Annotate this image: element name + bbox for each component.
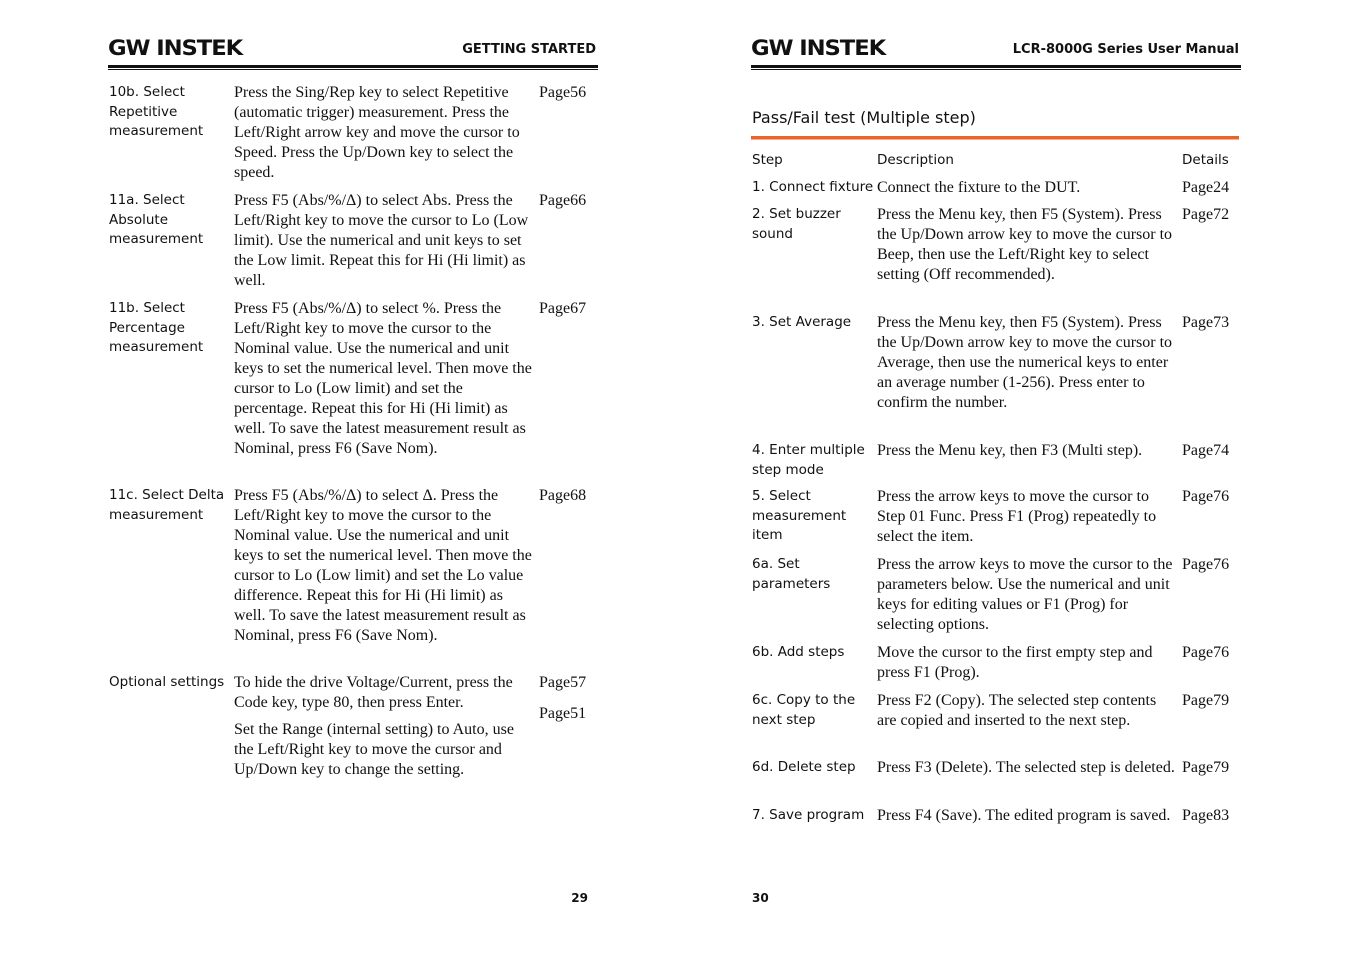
page-reference: Page74 bbox=[1182, 442, 1230, 459]
brand-logo: GW INSTEK bbox=[108, 36, 243, 60]
step-description: Press F5 (Abs/%/Δ) to select Δ. Press the Left/Right key to move the cursor to the Nominal value. Use the numerical and unit keys to set the numerical level. Then move the cursor to Lo (Low limit) and set the Lo value difference. Repeat this for Hi (Hi limit) as well. To save the latest measurement result as Nominal, press F6 (Save Nom). bbox=[234, 487, 532, 644]
step-label: 4. Enter multiple step mode bbox=[752, 442, 865, 478]
step-label: 11c. Select Delta measurement bbox=[109, 487, 225, 523]
page-number: 30 bbox=[752, 891, 769, 905]
header-rule bbox=[751, 65, 1241, 68]
page-number: 29 bbox=[571, 891, 588, 905]
step-description: Press the arrow keys to move the cursor to Step 01 Func. Press F1 (Prog) repeatedly to select the item. bbox=[877, 488, 1157, 545]
step-description: Press the Menu key, then F5 (System). Press the Up/Down arrow key to move the cursor to Beep, then use the Left/Right key to select setting (Off recommended). bbox=[877, 206, 1173, 283]
header-rule-thin bbox=[751, 69, 1241, 70]
brand-logo: GW INSTEK bbox=[751, 36, 886, 60]
step-description: Press F3 (Delete). The selected step is deleted. bbox=[877, 759, 1175, 776]
step-label: 7. Save program bbox=[752, 807, 865, 823]
steps-table bbox=[751, 150, 1241, 854]
page-reference: Page72 bbox=[1182, 206, 1230, 223]
page-reference: Page56 bbox=[539, 84, 587, 101]
left-page bbox=[108, 0, 598, 954]
page-reference: Page68 bbox=[539, 487, 587, 504]
right-page bbox=[751, 0, 1241, 954]
step-description: Press F4 (Save). The edited program is saved. bbox=[877, 807, 1171, 824]
step-description: Connect the fixture to the DUT. bbox=[877, 179, 1081, 196]
steps-table bbox=[108, 83, 598, 783]
step-label: 6c. Copy to the next step bbox=[752, 692, 856, 728]
page-reference: Page79 bbox=[1182, 759, 1230, 776]
table-row bbox=[108, 673, 598, 783]
table-header-row bbox=[751, 150, 1241, 178]
page-reference: Page76 bbox=[1182, 556, 1230, 573]
step-label: 6d. Delete step bbox=[752, 759, 856, 775]
column-header-details: Details bbox=[1182, 152, 1229, 168]
table-row bbox=[108, 83, 598, 191]
step-label: 11b. Select Percentage measurement bbox=[109, 300, 204, 355]
table-row bbox=[108, 486, 598, 673]
table-row bbox=[108, 299, 598, 486]
step-description: Press F5 (Abs/%/Δ) to select Abs. Press the Left/Right key to move the cursor to Lo (Low limit). Use the numerical and unit keys to set the Low limit. Repeat this for Hi (Hi limit) as well. bbox=[234, 192, 529, 289]
header-title: LCR-8000G Series User Manual bbox=[1012, 42, 1239, 57]
page-reference: Page57 bbox=[539, 674, 587, 691]
column-header-description: Description bbox=[877, 152, 954, 168]
step-description: Press the Sing/Rep key to select Repetitive (automatic trigger) measurement. Press the Left/Right arrow key and move the cursor to Speed. Press the Up/Down key to select the speed. bbox=[234, 84, 520, 181]
section-rule-thin bbox=[751, 139, 1239, 140]
step-description-extra: Set the Range (internal setting) to Auto, use the Left/Right key to move the cursor and Up/Down key to change the setting. bbox=[234, 721, 514, 778]
step-label: 10b. Select Repetitive measurement bbox=[109, 84, 204, 139]
section-title: Pass/Fail test (Multiple step) bbox=[752, 108, 976, 127]
page-reference: Page76 bbox=[1182, 488, 1230, 505]
step-description: Press the arrow keys to move the cursor to the parameters below. Use the numerical and unit keys for editing values or F1 (Prog) for selecting options. bbox=[877, 556, 1173, 633]
table-row bbox=[108, 191, 598, 299]
page-reference: Page83 bbox=[1182, 807, 1230, 824]
step-label: 6a. Set parameters bbox=[752, 556, 831, 592]
table-row bbox=[751, 441, 1241, 487]
table-row bbox=[751, 313, 1241, 441]
page-reference: Page24 bbox=[1182, 179, 1230, 196]
table-row bbox=[751, 205, 1241, 313]
step-label: 1. Connect fixture bbox=[752, 179, 874, 195]
page-reference: Page76 bbox=[1182, 644, 1230, 661]
column-header-step: Step bbox=[752, 152, 783, 168]
header-rule-thin bbox=[108, 69, 598, 70]
table-row bbox=[751, 178, 1241, 205]
page-reference: Page73 bbox=[1182, 314, 1230, 331]
table-row bbox=[751, 758, 1241, 806]
step-description: Press the Menu key, then F3 (Multi step). bbox=[877, 442, 1143, 459]
page-reference: Page66 bbox=[539, 192, 587, 209]
step-label: 6b. Add steps bbox=[752, 644, 845, 660]
step-label: 5. Select measurement item bbox=[752, 488, 847, 543]
page-reference: Page67 bbox=[539, 300, 587, 317]
page-reference: Page79 bbox=[1182, 692, 1230, 709]
step-label: Optional settings bbox=[109, 674, 225, 690]
step-label: 2. Set buzzer sound bbox=[752, 206, 841, 242]
step-description: Press F2 (Copy). The selected step contents are copied and inserted to the next step. bbox=[877, 692, 1157, 729]
step-label: 3. Set Average bbox=[752, 314, 852, 330]
step-description: Press the Menu key, then F5 (System). Press the Up/Down arrow key to move the cursor to Average, then use the numerical keys to enter an average number (1-256). Press enter to confirm the number. bbox=[877, 314, 1173, 411]
table-row bbox=[751, 691, 1241, 758]
table-row bbox=[751, 643, 1241, 691]
step-description: Press F5 (Abs/%/Δ) to select %. Press the Left/Right key to move the cursor to the Nominal value. Use the numerical and unit keys to set the numerical level. Then move the cursor to Lo (Low limit) and set the percentage. Repeat this for Hi (Hi limit) as well. To save the latest measurement result as Nominal, press F6 (Save Nom). bbox=[234, 300, 532, 457]
table-row bbox=[751, 555, 1241, 643]
step-description: To hide the drive Voltage/Current, press the Code key, type 80, then press Enter. bbox=[234, 674, 513, 711]
table-row bbox=[751, 487, 1241, 555]
table-row bbox=[751, 806, 1241, 854]
page-reference-extra: Page51 bbox=[539, 705, 587, 722]
step-label: 11a. Select Absolute measurement bbox=[109, 192, 204, 247]
step-description: Move the cursor to the first empty step and press F1 (Prog). bbox=[877, 644, 1153, 681]
header-title: GETTING STARTED bbox=[462, 42, 596, 57]
header-rule bbox=[108, 65, 598, 68]
